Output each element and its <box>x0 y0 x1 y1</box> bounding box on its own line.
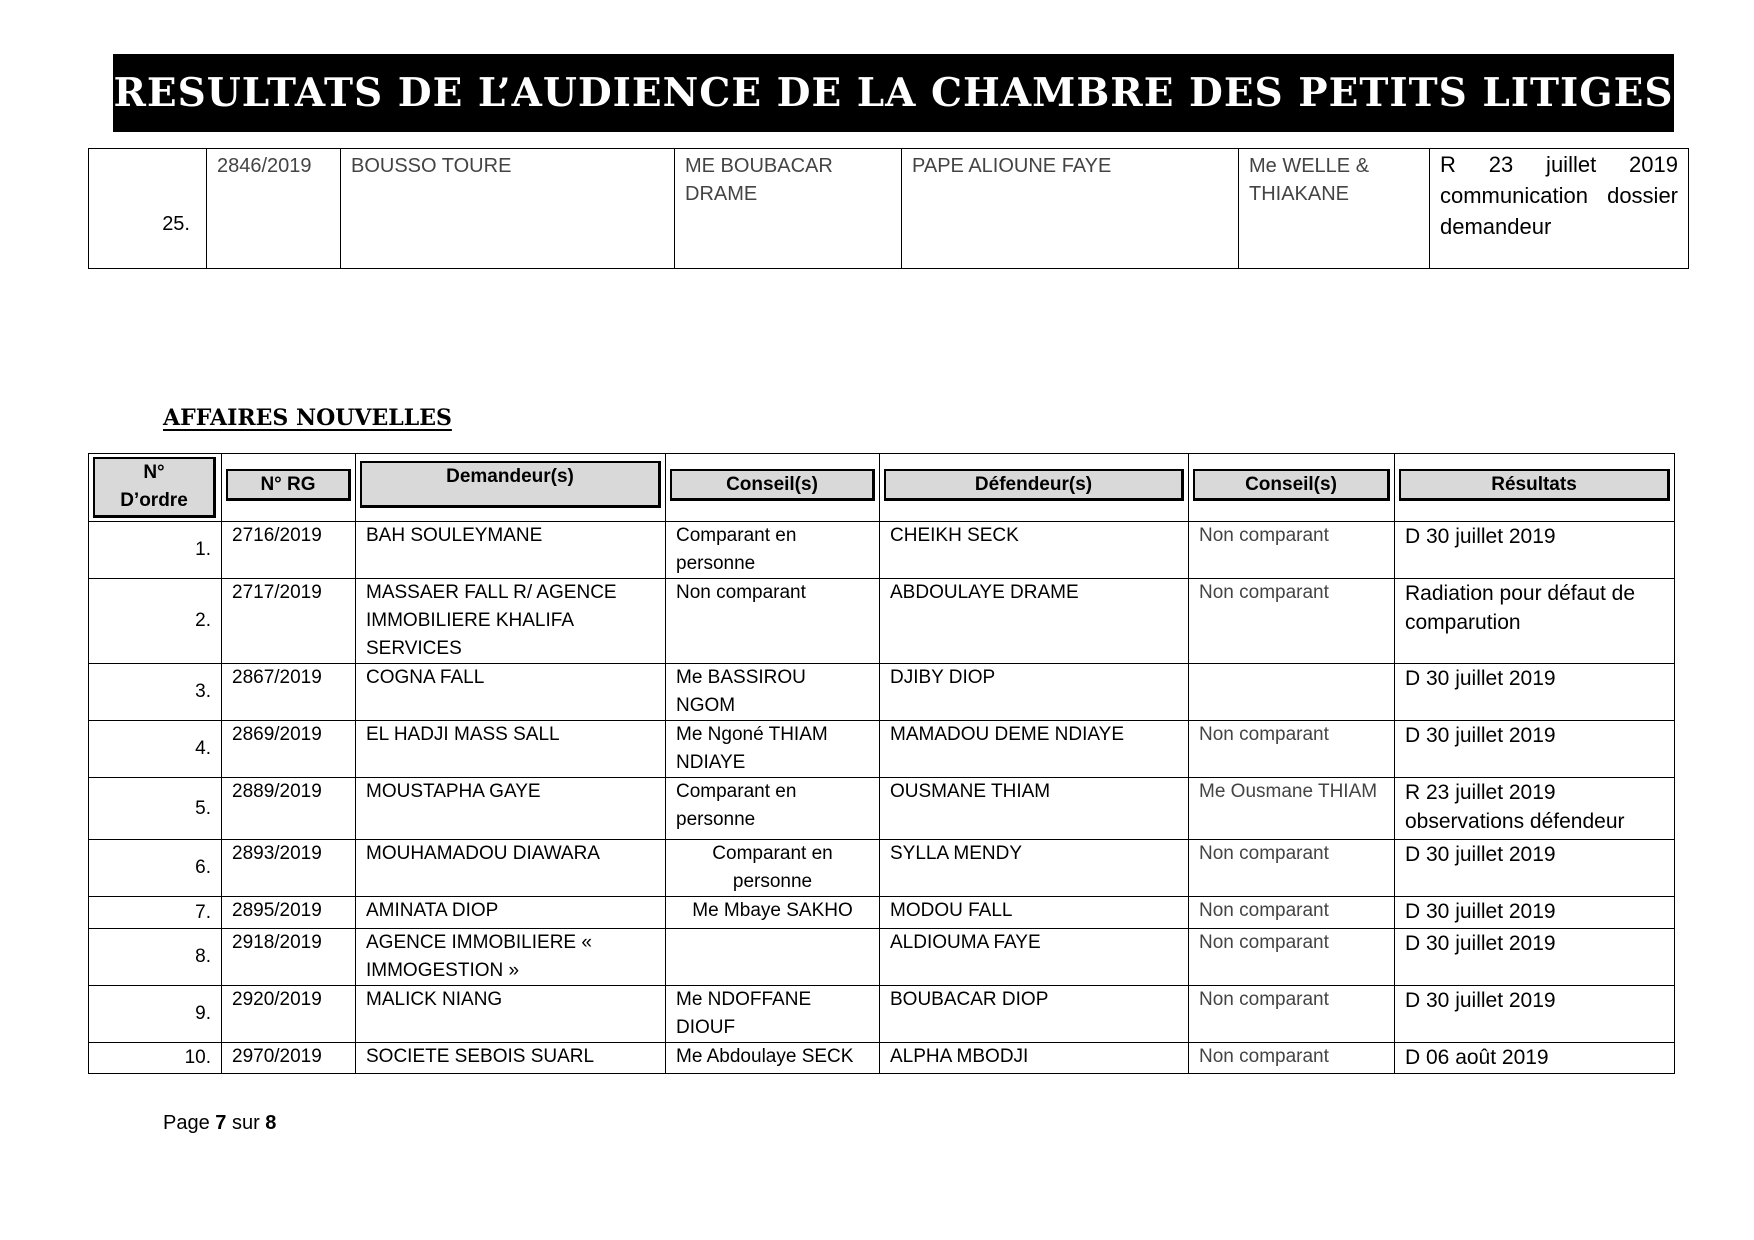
table-row <box>89 897 1675 929</box>
defendeur-cell: SYLLA MENDY <box>880 840 1189 897</box>
footer-middle: sur <box>226 1112 266 1134</box>
defendeur-cell: MAMADOU DEME NDIAYE <box>880 721 1189 778</box>
table-row <box>89 522 1675 579</box>
rg-cell: 2893/2019 <box>222 840 356 897</box>
demandeur-cell: BAH SOULEYMANE <box>356 522 666 579</box>
ordre-cell: 1. <box>89 522 222 579</box>
header-rg <box>222 454 356 522</box>
header-defendeur-label: Défendeur(s) <box>884 469 1184 501</box>
table-row <box>89 778 1675 840</box>
conseil-defendeur-cell: Non comparant <box>1189 929 1395 986</box>
resultat-cell: R 23 juillet 2019 observations défendeur <box>1395 778 1675 840</box>
ordre-cell: 3. <box>89 664 222 721</box>
demandeur-cell: SOCIETE SEBOIS SUARL <box>356 1043 666 1074</box>
resultat-cell: Radiation pour défaut de comparution <box>1395 579 1675 664</box>
conseil-demandeur-cell: Non comparant <box>666 579 880 664</box>
resultat-cell: D 30 juillet 2019 <box>1395 929 1675 986</box>
table-row <box>89 579 1675 664</box>
header-resultat <box>1395 454 1675 522</box>
ordre-cell: 4. <box>89 721 222 778</box>
conseil-demandeur-cell: ME BOUBACAR DRAME <box>675 149 902 269</box>
ordre-cell: 7. <box>89 897 222 929</box>
footer-page-number: 7 <box>215 1112 227 1134</box>
resultat-line: R 23 juillet 2019 <box>1440 152 1678 177</box>
header-conseil-label: Conseil(s) <box>1193 469 1390 501</box>
defendeur-cell: CHEIKH SECK <box>880 522 1189 579</box>
header-rg-label: N° RG <box>226 469 351 501</box>
header-ordre-line2: D’ordre <box>120 490 188 511</box>
header-conseil-demandeur <box>666 454 880 522</box>
resultat-cell <box>1430 149 1689 269</box>
defendeur-cell: PAPE ALIOUNE FAYE <box>902 149 1239 269</box>
rg-cell: 2889/2019 <box>222 778 356 840</box>
resultat-cell: D 30 juillet 2019 <box>1395 664 1675 721</box>
resultat-cell: D 30 juillet 2019 <box>1395 897 1675 929</box>
ordre-cell: 9. <box>89 986 222 1043</box>
ordre-cell: 25. <box>89 149 207 269</box>
demandeur-cell: AMINATA DIOP <box>356 897 666 929</box>
conseil-defendeur-cell: Non comparant <box>1189 721 1395 778</box>
header-conseil-label: Conseil(s) <box>670 469 875 501</box>
table-row <box>89 721 1675 778</box>
defendeur-cell: ABDOULAYE DRAME <box>880 579 1189 664</box>
defendeur-cell: BOUBACAR DIOP <box>880 986 1189 1043</box>
demandeur-cell: MOUSTAPHA GAYE <box>356 778 666 840</box>
ordre-cell: 6. <box>89 840 222 897</box>
continued-results-table <box>88 148 1689 269</box>
table-row <box>89 929 1675 986</box>
resultat-line: demandeur <box>1440 214 1552 239</box>
header-demandeur-label: Demandeur(s) <box>360 461 661 508</box>
conseil-demandeur-cell: Me Abdoulaye SECK <box>666 1043 880 1074</box>
conseil-defendeur-cell: Me Ousmane THIAM <box>1189 778 1395 840</box>
resultat-cell: D 30 juillet 2019 <box>1395 986 1675 1043</box>
demandeur-cell: EL HADJI MASS SALL <box>356 721 666 778</box>
demandeur-cell: MOUHAMADOU DIAWARA <box>356 840 666 897</box>
footer-prefix: Page <box>163 1112 216 1134</box>
header-resultat-label: Résultats <box>1399 469 1670 501</box>
banner-title: RESULTATS DE L’AUDIENCE DE LA CHAMBRE DES PETITS LITIGES <box>113 70 1674 116</box>
resultat-cell: D 30 juillet 2019 <box>1395 522 1675 579</box>
demandeur-cell: BOUSSO TOURE <box>341 149 675 269</box>
page-banner <box>113 54 1674 132</box>
demandeur-cell: COGNA FALL <box>356 664 666 721</box>
table-row <box>89 149 1689 269</box>
ordre-cell: 8. <box>89 929 222 986</box>
conseil-defendeur-cell: Non comparant <box>1189 522 1395 579</box>
conseil-demandeur-cell: Me Mbaye SAKHO <box>666 897 880 929</box>
conseil-defendeur-cell: Non comparant <box>1189 1043 1395 1074</box>
table-row <box>89 840 1675 897</box>
conseil-defendeur-cell: Non comparant <box>1189 897 1395 929</box>
table-row <box>89 986 1675 1043</box>
footer-page-total: 8 <box>265 1112 277 1134</box>
defendeur-cell: MODOU FALL <box>880 897 1189 929</box>
conseil-defendeur-cell: Non comparant <box>1189 986 1395 1043</box>
conseil-defendeur-cell <box>1189 664 1395 721</box>
section-title: AFFAIRES NOUVELLES <box>163 405 452 431</box>
header-ordre-line1: N° <box>143 462 165 483</box>
header-ordre <box>89 454 222 522</box>
new-cases-table <box>88 453 1675 1074</box>
defendeur-cell: ALPHA MBODJI <box>880 1043 1189 1074</box>
rg-cell: 2895/2019 <box>222 897 356 929</box>
defendeur-cell: ALDIOUMA FAYE <box>880 929 1189 986</box>
rg-cell: 2716/2019 <box>222 522 356 579</box>
demandeur-cell: MASSAER FALL R/ AGENCE IMMOBILIERE KHALIFA SERVICES <box>356 579 666 664</box>
rg-cell: 2867/2019 <box>222 664 356 721</box>
conseil-demandeur-cell: Me NDOFFANE DIOUF <box>666 986 880 1043</box>
conseil-demandeur-cell: Me BASSIROU NGOM <box>666 664 880 721</box>
rg-cell: 2920/2019 <box>222 986 356 1043</box>
conseil-demandeur-cell: Me Ngoné THIAM NDIAYE <box>666 721 880 778</box>
table-header-row <box>89 454 1675 522</box>
conseil-defendeur-cell: Non comparant <box>1189 579 1395 664</box>
rg-cell: 2970/2019 <box>222 1043 356 1074</box>
page-footer <box>163 1112 276 1135</box>
demandeur-cell: AGENCE IMMOBILIERE « IMMOGESTION » <box>356 929 666 986</box>
rg-cell: 2846/2019 <box>207 149 341 269</box>
demandeur-cell: MALICK NIANG <box>356 986 666 1043</box>
rg-cell: 2869/2019 <box>222 721 356 778</box>
ordre-cell: 5. <box>89 778 222 840</box>
resultat-cell: D 06 août 2019 <box>1395 1043 1675 1074</box>
defendeur-cell: DJIBY DIOP <box>880 664 1189 721</box>
ordre-cell: 10. <box>89 1043 222 1074</box>
conseil-defendeur-cell: Non comparant <box>1189 840 1395 897</box>
header-defendeur <box>880 454 1189 522</box>
conseil-defendeur-cell: Me WELLE & THIAKANE <box>1239 149 1430 269</box>
table-row <box>89 1043 1675 1074</box>
header-demandeur <box>356 454 666 522</box>
defendeur-cell: OUSMANE THIAM <box>880 778 1189 840</box>
resultat-cell: D 30 juillet 2019 <box>1395 721 1675 778</box>
table-row <box>89 664 1675 721</box>
conseil-demandeur-cell <box>666 929 880 986</box>
conseil-demandeur-cell: Comparant en personne <box>666 778 880 840</box>
rg-cell: 2918/2019 <box>222 929 356 986</box>
conseil-demandeur-cell: Comparant en personne <box>666 840 880 897</box>
resultat-line: communication dossier <box>1440 183 1678 208</box>
header-conseil-defendeur <box>1189 454 1395 522</box>
resultat-cell: D 30 juillet 2019 <box>1395 840 1675 897</box>
conseil-demandeur-cell: Comparant en personne <box>666 522 880 579</box>
ordre-cell: 2. <box>89 579 222 664</box>
rg-cell: 2717/2019 <box>222 579 356 664</box>
